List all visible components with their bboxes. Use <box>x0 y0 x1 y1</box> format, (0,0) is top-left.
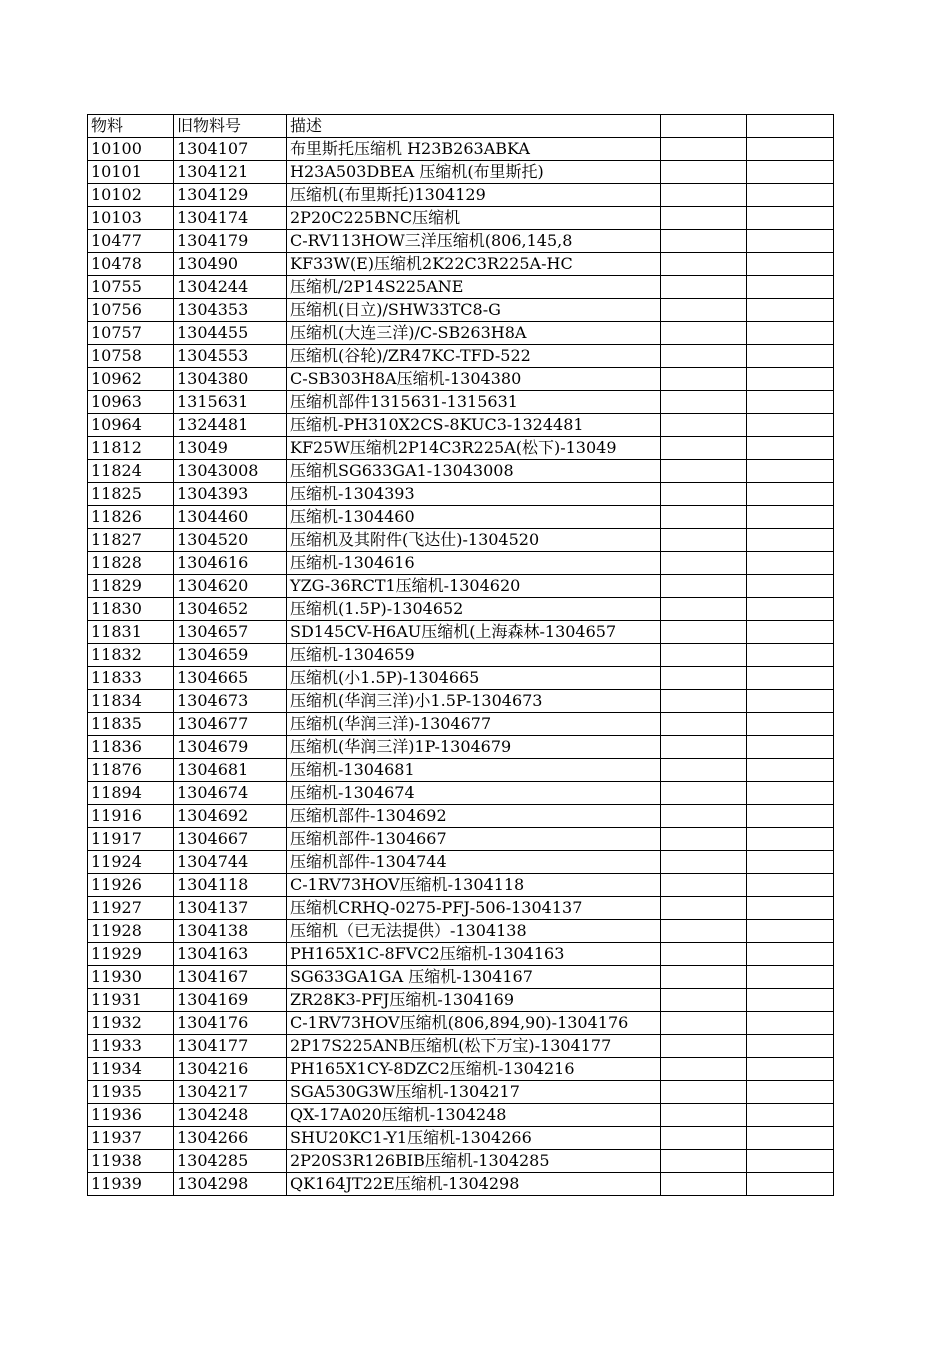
blank-cell[interactable] <box>747 621 834 644</box>
description-cell[interactable]: KF25W压缩机2P14C3R225A(松下)-13049 <box>287 437 661 460</box>
description-cell[interactable]: 压缩机(谷轮)/ZR47KC-TFD-522 <box>287 345 661 368</box>
table-row <box>88 805 834 828</box>
blank-cell[interactable] <box>747 874 834 897</box>
table-row <box>88 598 834 621</box>
old-material-number-cell[interactable]: 1304681 <box>174 759 287 782</box>
description-cell[interactable]: SGA530G3W压缩机-1304217 <box>287 1081 661 1104</box>
blank-cell[interactable] <box>747 161 834 184</box>
old-material-number-cell[interactable]: 1304616 <box>174 552 287 575</box>
old-material-number-cell[interactable]: 1304652 <box>174 598 287 621</box>
blank-cell[interactable] <box>747 713 834 736</box>
blank-cell[interactable] <box>661 966 747 989</box>
old-material-number-cell[interactable]: 1304129 <box>174 184 287 207</box>
description-cell[interactable]: SG633GA1GA 压缩机-1304167 <box>287 966 661 989</box>
blank-cell[interactable] <box>747 552 834 575</box>
blank-cell[interactable] <box>747 966 834 989</box>
blank-cell[interactable] <box>661 1035 747 1058</box>
material-cell[interactable]: 11937 <box>88 1127 174 1150</box>
blank-cell[interactable] <box>747 368 834 391</box>
material-cell[interactable]: 11894 <box>88 782 174 805</box>
material-cell[interactable]: 11934 <box>88 1058 174 1081</box>
description-cell[interactable]: 2P17S225ANB压缩机(松下万宝)-1304177 <box>287 1035 661 1058</box>
blank-cell[interactable] <box>661 943 747 966</box>
material-cell[interactable]: 11933 <box>88 1035 174 1058</box>
table-row <box>88 713 834 736</box>
blank-cell[interactable] <box>661 1150 747 1173</box>
blank-cell[interactable] <box>661 230 747 253</box>
material-cell[interactable]: 11833 <box>88 667 174 690</box>
description-cell[interactable]: SHU20KC1-Y1压缩机-1304266 <box>287 1127 661 1150</box>
material-cell[interactable]: 10963 <box>88 391 174 414</box>
blank-cell[interactable] <box>747 897 834 920</box>
blank-cell[interactable] <box>747 1058 834 1081</box>
description-cell[interactable]: KF33W(E)压缩机2K22C3R225A-HC <box>287 253 661 276</box>
material-cell[interactable]: 11929 <box>88 943 174 966</box>
blank-cell[interactable] <box>661 391 747 414</box>
blank-cell[interactable] <box>747 230 834 253</box>
description-cell[interactable]: QK164JT22E压缩机-1304298 <box>287 1173 661 1196</box>
material-cell[interactable]: 10756 <box>88 299 174 322</box>
material-cell[interactable]: 11926 <box>88 874 174 897</box>
description-cell[interactable]: H23A503DBEA 压缩机(布里斯托) <box>287 161 661 184</box>
table-row <box>88 644 834 667</box>
old-material-number-cell[interactable]: 1304667 <box>174 828 287 851</box>
blank-cell[interactable] <box>747 345 834 368</box>
description-cell[interactable]: 压缩机及其附件(飞达仕)-1304520 <box>287 529 661 552</box>
table-row <box>88 460 834 483</box>
description-cell[interactable]: 压缩机(华润三洋)-1304677 <box>287 713 661 736</box>
old-material-number-cell[interactable]: 1304353 <box>174 299 287 322</box>
table-row <box>88 322 834 345</box>
table-row <box>88 690 834 713</box>
blank-cell[interactable] <box>661 851 747 874</box>
blank-cell[interactable] <box>747 184 834 207</box>
table-row <box>88 161 834 184</box>
blank-cell[interactable] <box>747 276 834 299</box>
description-cell[interactable]: 压缩机(华润三洋)1P-1304679 <box>287 736 661 759</box>
blank-cell[interactable] <box>747 805 834 828</box>
blank-cell[interactable] <box>747 851 834 874</box>
old-material-number-cell[interactable]: 1304677 <box>174 713 287 736</box>
blank-cell[interactable] <box>661 897 747 920</box>
old-material-number-cell[interactable]: 1304659 <box>174 644 287 667</box>
old-material-number-cell[interactable]: 1304460 <box>174 506 287 529</box>
material-cell[interactable]: 11825 <box>88 483 174 506</box>
description-cell[interactable]: 2P20S3R126BIB压缩机-1304285 <box>287 1150 661 1173</box>
blank-cell[interactable] <box>747 414 834 437</box>
material-cell[interactable]: 10103 <box>88 207 174 230</box>
table-row <box>88 299 834 322</box>
old-material-number-cell[interactable]: 1304298 <box>174 1173 287 1196</box>
description-cell[interactable]: 压缩机-1304460 <box>287 506 661 529</box>
old-material-number-cell[interactable]: 1324481 <box>174 414 287 437</box>
blank-cell[interactable] <box>747 598 834 621</box>
blank-cell[interactable] <box>661 207 747 230</box>
material-cell[interactable]: 11876 <box>88 759 174 782</box>
material-cell[interactable]: 11932 <box>88 1012 174 1035</box>
table-row <box>88 851 834 874</box>
blank-cell[interactable] <box>661 552 747 575</box>
table-row <box>88 828 834 851</box>
blank-cell[interactable] <box>661 368 747 391</box>
description-cell[interactable]: 压缩机(小1.5P)-1304665 <box>287 667 661 690</box>
material-cell[interactable]: 10964 <box>88 414 174 437</box>
old-material-number-cell[interactable]: 1304167 <box>174 966 287 989</box>
description-cell[interactable]: 压缩机CRHQ-0275-PFJ-506-1304137 <box>287 897 661 920</box>
material-cell[interactable]: 11917 <box>88 828 174 851</box>
material-cell[interactable]: 11916 <box>88 805 174 828</box>
description-cell[interactable]: 压缩机-PH310X2CS-8KUC3-1324481 <box>287 414 661 437</box>
blank-cell[interactable] <box>661 759 747 782</box>
blank-cell[interactable] <box>661 322 747 345</box>
blank-cell[interactable] <box>747 1104 834 1127</box>
old-material-number-cell[interactable]: 1304216 <box>174 1058 287 1081</box>
old-material-number-cell[interactable]: 1304266 <box>174 1127 287 1150</box>
blank-cell[interactable] <box>747 391 834 414</box>
old-material-number-cell[interactable]: 1304679 <box>174 736 287 759</box>
blank-cell[interactable] <box>661 805 747 828</box>
blank-cell[interactable] <box>661 690 747 713</box>
description-cell[interactable]: 压缩机(日立)/SHW33TC8-G <box>287 299 661 322</box>
description-cell[interactable]: 压缩机(布里斯托)1304129 <box>287 184 661 207</box>
table-row <box>88 1104 834 1127</box>
table-row <box>88 667 834 690</box>
blank-cell[interactable] <box>747 1150 834 1173</box>
description-cell[interactable]: ZR28K3-PFJ压缩机-1304169 <box>287 989 661 1012</box>
table-row <box>88 184 834 207</box>
blank-cell[interactable] <box>747 782 834 805</box>
blank-cell[interactable] <box>661 253 747 276</box>
table-row <box>88 391 834 414</box>
blank-cell[interactable] <box>661 1173 747 1196</box>
material-cell[interactable]: 10478 <box>88 253 174 276</box>
description-cell[interactable]: 压缩机/2P14S225ANE <box>287 276 661 299</box>
material-cell[interactable]: 11827 <box>88 529 174 552</box>
header-description[interactable]: 描述 <box>287 115 661 138</box>
blank-cell[interactable] <box>661 276 747 299</box>
blank-cell[interactable] <box>747 1127 834 1150</box>
table-row <box>88 345 834 368</box>
old-material-number-cell[interactable]: 1304248 <box>174 1104 287 1127</box>
old-material-number-cell[interactable]: 13049 <box>174 437 287 460</box>
blank-cell[interactable] <box>661 920 747 943</box>
material-cell[interactable]: 10962 <box>88 368 174 391</box>
blank-cell[interactable] <box>661 460 747 483</box>
table-row <box>88 506 834 529</box>
blank-cell[interactable] <box>661 529 747 552</box>
blank-cell[interactable] <box>747 667 834 690</box>
table-row <box>88 943 834 966</box>
old-material-number-cell[interactable]: 13043008 <box>174 460 287 483</box>
description-cell[interactable]: 压缩机-1304616 <box>287 552 661 575</box>
material-cell[interactable]: 11834 <box>88 690 174 713</box>
header-row <box>88 115 834 138</box>
description-cell[interactable]: PH165X1C-8FVC2压缩机-1304163 <box>287 943 661 966</box>
table-row <box>88 575 834 598</box>
spreadsheet-table <box>87 114 834 1196</box>
blank-cell[interactable] <box>661 667 747 690</box>
blank-cell[interactable] <box>661 575 747 598</box>
blank-cell[interactable] <box>747 828 834 851</box>
old-material-number-cell[interactable]: 1304665 <box>174 667 287 690</box>
material-cell[interactable]: 11832 <box>88 644 174 667</box>
table-row <box>88 230 834 253</box>
table-row <box>88 874 834 897</box>
blank-cell[interactable] <box>747 253 834 276</box>
material-cell[interactable]: 10757 <box>88 322 174 345</box>
description-cell[interactable]: PH165X1CY-8DZC2压缩机-1304216 <box>287 1058 661 1081</box>
blank-cell[interactable] <box>661 828 747 851</box>
material-cell[interactable]: 11830 <box>88 598 174 621</box>
table-row <box>88 276 834 299</box>
table-row <box>88 1058 834 1081</box>
material-cell[interactable]: 10477 <box>88 230 174 253</box>
description-cell[interactable]: 压缩机（已无法提供）-1304138 <box>287 920 661 943</box>
description-cell[interactable]: 压缩机-1304681 <box>287 759 661 782</box>
blank-cell[interactable] <box>747 1035 834 1058</box>
material-cell[interactable]: 11938 <box>88 1150 174 1173</box>
old-material-number-cell[interactable]: 1304285 <box>174 1150 287 1173</box>
table-body <box>88 115 834 1196</box>
table-row <box>88 253 834 276</box>
old-material-number-cell[interactable]: 1304137 <box>174 897 287 920</box>
description-cell[interactable]: C-1RV73HOV压缩机-1304118 <box>287 874 661 897</box>
description-cell[interactable]: QX-17A020压缩机-1304248 <box>287 1104 661 1127</box>
description-cell[interactable]: 2P20C225BNC压缩机 <box>287 207 661 230</box>
old-material-number-cell[interactable]: 1304393 <box>174 483 287 506</box>
blank-cell[interactable] <box>747 943 834 966</box>
blank-cell[interactable] <box>747 920 834 943</box>
blank-cell[interactable] <box>661 621 747 644</box>
table-row <box>88 897 834 920</box>
blank-cell[interactable] <box>747 299 834 322</box>
header-blank-5[interactable] <box>747 115 834 138</box>
description-cell[interactable]: 压缩机SG633GA1-13043008 <box>287 460 661 483</box>
description-cell[interactable]: 压缩机(1.5P)-1304652 <box>287 598 661 621</box>
blank-cell[interactable] <box>661 138 747 161</box>
description-cell[interactable]: 压缩机-1304659 <box>287 644 661 667</box>
old-material-number-cell[interactable]: 1304244 <box>174 276 287 299</box>
blank-cell[interactable] <box>661 1104 747 1127</box>
material-cell[interactable]: 10758 <box>88 345 174 368</box>
old-material-number-cell[interactable]: 1304121 <box>174 161 287 184</box>
header-old-material-number[interactable]: 旧物料号 <box>174 115 287 138</box>
material-cell[interactable]: 11939 <box>88 1173 174 1196</box>
blank-cell[interactable] <box>661 598 747 621</box>
table-row <box>88 1173 834 1196</box>
old-material-number-cell[interactable]: 1315631 <box>174 391 287 414</box>
material-cell[interactable]: 11835 <box>88 713 174 736</box>
description-cell[interactable]: 压缩机(大连三洋)/C-SB263H8A <box>287 322 661 345</box>
blank-cell[interactable] <box>747 483 834 506</box>
blank-cell[interactable] <box>747 460 834 483</box>
material-cell[interactable]: 11924 <box>88 851 174 874</box>
blank-cell[interactable] <box>747 1173 834 1196</box>
old-material-number-cell[interactable]: 1304163 <box>174 943 287 966</box>
blank-cell[interactable] <box>661 874 747 897</box>
material-cell[interactable]: 11927 <box>88 897 174 920</box>
description-cell[interactable]: 压缩机-1304393 <box>287 483 661 506</box>
old-material-number-cell[interactable]: 1304176 <box>174 1012 287 1035</box>
old-material-number-cell[interactable]: 1304553 <box>174 345 287 368</box>
blank-cell[interactable] <box>747 1012 834 1035</box>
old-material-number-cell[interactable]: 1304520 <box>174 529 287 552</box>
description-cell[interactable]: 压缩机(华润三洋)小1.5P-1304673 <box>287 690 661 713</box>
table-row <box>88 207 834 230</box>
table-row <box>88 1012 834 1035</box>
old-material-number-cell[interactable]: 1304380 <box>174 368 287 391</box>
blank-cell[interactable] <box>747 529 834 552</box>
old-material-number-cell[interactable]: 1304455 <box>174 322 287 345</box>
header-blank-4[interactable] <box>661 115 747 138</box>
table-row <box>88 529 834 552</box>
old-material-number-cell[interactable]: 1304174 <box>174 207 287 230</box>
material-cell[interactable]: 11930 <box>88 966 174 989</box>
old-material-number-cell[interactable]: 1304179 <box>174 230 287 253</box>
old-material-number-cell[interactable]: 1304118 <box>174 874 287 897</box>
table-row <box>88 483 834 506</box>
description-cell[interactable]: 压缩机部件-1304667 <box>287 828 661 851</box>
table-row <box>88 782 834 805</box>
blank-cell[interactable] <box>661 644 747 667</box>
blank-cell[interactable] <box>661 1012 747 1035</box>
table-row <box>88 1035 834 1058</box>
table-row <box>88 437 834 460</box>
material-cell[interactable]: 10755 <box>88 276 174 299</box>
table-row <box>88 920 834 943</box>
material-cell[interactable]: 11931 <box>88 989 174 1012</box>
blank-cell[interactable] <box>661 184 747 207</box>
blank-cell[interactable] <box>661 782 747 805</box>
table-row <box>88 368 834 391</box>
old-material-number-cell[interactable]: 1304107 <box>174 138 287 161</box>
old-material-number-cell[interactable]: 1304657 <box>174 621 287 644</box>
table-row <box>88 736 834 759</box>
blank-cell[interactable] <box>661 483 747 506</box>
blank-cell[interactable] <box>747 759 834 782</box>
blank-cell[interactable] <box>661 506 747 529</box>
blank-cell[interactable] <box>747 736 834 759</box>
old-material-number-cell[interactable]: 1304217 <box>174 1081 287 1104</box>
table-row <box>88 621 834 644</box>
material-cell[interactable]: 11831 <box>88 621 174 644</box>
blank-cell[interactable] <box>747 506 834 529</box>
old-material-number-cell[interactable]: 130490 <box>174 253 287 276</box>
table-row <box>88 1081 834 1104</box>
blank-cell[interactable] <box>747 575 834 598</box>
table-row <box>88 1127 834 1150</box>
material-cell[interactable]: 11826 <box>88 506 174 529</box>
blank-cell[interactable] <box>747 207 834 230</box>
description-cell[interactable]: 布里斯托压缩机 H23B263ABKA <box>287 138 661 161</box>
old-material-number-cell[interactable]: 1304744 <box>174 851 287 874</box>
material-cell[interactable]: 10100 <box>88 138 174 161</box>
old-material-number-cell[interactable]: 1304620 <box>174 575 287 598</box>
blank-cell[interactable] <box>747 322 834 345</box>
table-row <box>88 138 834 161</box>
blank-cell[interactable] <box>661 161 747 184</box>
blank-cell[interactable] <box>747 437 834 460</box>
table-row <box>88 759 834 782</box>
material-cell[interactable]: 11812 <box>88 437 174 460</box>
blank-cell[interactable] <box>661 1058 747 1081</box>
header-material[interactable]: 物料 <box>88 115 174 138</box>
old-material-number-cell[interactable]: 1304673 <box>174 690 287 713</box>
material-cell[interactable]: 11935 <box>88 1081 174 1104</box>
blank-cell[interactable] <box>661 989 747 1012</box>
blank-cell[interactable] <box>747 138 834 161</box>
description-cell[interactable]: YZG-36RCT1压缩机-1304620 <box>287 575 661 598</box>
material-cell[interactable]: 11836 <box>88 736 174 759</box>
old-material-number-cell[interactable]: 1304674 <box>174 782 287 805</box>
material-cell[interactable]: 11828 <box>88 552 174 575</box>
table-row <box>88 552 834 575</box>
blank-cell[interactable] <box>661 713 747 736</box>
old-material-number-cell[interactable]: 1304138 <box>174 920 287 943</box>
description-cell[interactable]: 压缩机-1304674 <box>287 782 661 805</box>
old-material-number-cell[interactable]: 1304692 <box>174 805 287 828</box>
description-cell[interactable]: C-SB303H8A压缩机-1304380 <box>287 368 661 391</box>
table-row <box>88 414 834 437</box>
blank-cell[interactable] <box>661 345 747 368</box>
old-material-number-cell[interactable]: 1304177 <box>174 1035 287 1058</box>
material-cell[interactable]: 11824 <box>88 460 174 483</box>
material-cell[interactable]: 11928 <box>88 920 174 943</box>
blank-cell[interactable] <box>661 1081 747 1104</box>
blank-cell[interactable] <box>661 736 747 759</box>
description-cell[interactable]: C-1RV73HOV压缩机(806,894,90)-1304176 <box>287 1012 661 1035</box>
old-material-number-cell[interactable]: 1304169 <box>174 989 287 1012</box>
blank-cell[interactable] <box>747 1081 834 1104</box>
blank-cell[interactable] <box>661 437 747 460</box>
blank-cell[interactable] <box>747 644 834 667</box>
description-cell[interactable]: C-RV113HOW三洋压缩机(806,145,8 <box>287 230 661 253</box>
description-cell[interactable]: SD145CV-H6AU压缩机(上海森林-1304657 <box>287 621 661 644</box>
description-cell[interactable]: 压缩机部件1315631-1315631 <box>287 391 661 414</box>
blank-cell[interactable] <box>747 989 834 1012</box>
material-cell[interactable]: 10102 <box>88 184 174 207</box>
description-cell[interactable]: 压缩机部件-1304744 <box>287 851 661 874</box>
material-cell[interactable]: 10101 <box>88 161 174 184</box>
table-row <box>88 989 834 1012</box>
table-row <box>88 966 834 989</box>
table-row <box>88 1150 834 1173</box>
description-cell[interactable]: 压缩机部件-1304692 <box>287 805 661 828</box>
material-cell[interactable]: 11829 <box>88 575 174 598</box>
blank-cell[interactable] <box>661 414 747 437</box>
material-cell[interactable]: 11936 <box>88 1104 174 1127</box>
blank-cell[interactable] <box>747 690 834 713</box>
blank-cell[interactable] <box>661 1127 747 1150</box>
blank-cell[interactable] <box>661 299 747 322</box>
